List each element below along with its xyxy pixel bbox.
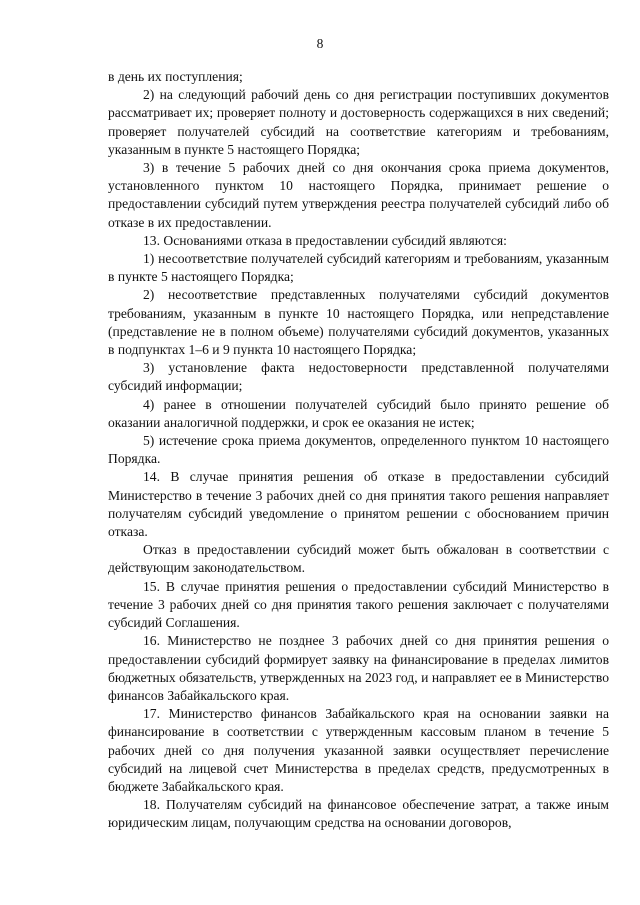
paragraph-16: 16. Министерство не позднее 3 рабочих дней со дня принятия решения о предоставлении субсидий формирует заявку на финансирование в пределах лимитов бюджетных обязательств, утвержденных на 2023 год, и направляет ее в Министерство финансов Забайкальского края. xyxy=(108,633,609,703)
paragraph-13-1: 1) несоответствие получателей субсидий категориям и требованиям, указанным в пункте 5 настоящего Порядка; xyxy=(108,251,609,285)
paragraph-14-appeal: Отказ в предоставлении субсидий может быть обжалован в соответствии с действующим законодательством. xyxy=(108,542,609,576)
paragraph-14: 14. В случае принятия решения об отказе в предоставлении субсидий Министерство в течение 3 рабочих дней со дня принятия такого решения направляет получателям субсидий уведомление о принятом решении с обоснованием причин отказа. xyxy=(108,469,609,540)
paragraph-13-4: 4) ранее в отношении получателей субсидий было принято решение об оказании аналогичной поддержки, и срок ее оказания не истек; xyxy=(108,396,609,430)
paragraph-continuation: в день их поступления; xyxy=(108,69,243,84)
page-number: 8 xyxy=(316,36,324,51)
paragraph-13-5: 5) истечение срока приема документов, определенного пунктом 10 настоящего Порядка. xyxy=(108,433,609,467)
paragraph-15: 15. В случае принятия решения о предоставлении субсидий Министерство в течение 3 рабочих дней со дня принятия такого решения заключает с получателями субсидий Соглашения. xyxy=(108,578,609,631)
paragraph-12-3: 3) в течение 5 рабочих дней со дня окончания срока приема документов, установленного пунктом 10 настоящего Порядка, принимает решение о предоставлении субсидий путем утверждения реестра получателей субсидий либо об отказе в их предоставлении. xyxy=(108,160,609,230)
paragraph-12-2: 2) на следующий рабочий день со дня регистрации поступивших документов рассматривает их; проверяет полноту и достоверность содержащихся в них сведений; проверяет получателей субсидий на соответствие категориям и требованиям, указанным в пункте 5 настоящего Порядка; xyxy=(108,87,609,157)
paragraph-18: 18. Получателям субсидий на финансовое обеспечение затрат, а также иным юридическим лицам, получающим средства на основании договоров, xyxy=(108,797,609,831)
paragraph-17: 17. Министерство финансов Забайкальского края на основании заявки на финансирование в соответствии с утвержденным кассовым планом в течение 5 рабочих дней со дня получения указанной заявки осуществляет перечисление субсидий на лицевой счет Министерства в пределах средств, предусмотренных в бюджете Забайкальского края. xyxy=(108,706,609,794)
paragraph-13: 13. Основаниями отказа в предоставлении субсидий являются: xyxy=(143,232,507,248)
document-body xyxy=(108,68,609,833)
paragraph-13-2: 2) несоответствие представленных получателями субсидий документов требованиям, указанным в пункте 10 настоящего Порядка, или непредставление (представление не в полном объеме) получателями субсидий документов, указанных в подпунктах 1–6 и 9 пункта 10 настоящего Порядка; xyxy=(108,287,609,358)
paragraph-13-3: 3) установление факта недостоверности представленной получателями субсидий информации; xyxy=(108,360,609,394)
